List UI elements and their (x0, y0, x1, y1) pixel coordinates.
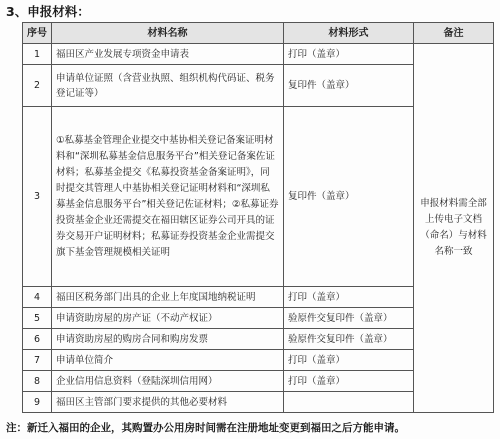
header-form: 材料形式 (284, 23, 414, 44)
material-form (284, 392, 414, 413)
row-number: 3 (23, 107, 52, 287)
material-form: 打印（盖章） (284, 350, 414, 371)
material-name: 申请资助房屋的房产证（不动产权证） (52, 308, 284, 329)
note-cell: 申报材料需全部上传电子文档（命名）与材料名称一致 (414, 44, 494, 413)
material-form: 验原件交复印件（盖章） (284, 329, 414, 350)
row-number: 9 (23, 392, 52, 413)
footnote: 注：新迁入福田的企业，其购置办公用房时间需在注册地址变更到福田之后方能申请。 (6, 422, 405, 434)
header-name: 材料名称 (52, 23, 284, 44)
material-form: 验原件交复印件（盖章） (284, 308, 414, 329)
material-name: 申请资助房屋的购房合同和购房发票 (52, 329, 284, 350)
material-name: 福田区税务部门出具的企业上年度国地纳税证明 (52, 287, 284, 308)
material-name: 申请单位证照（含营业执照、组织机构代码证、税务登记证等） (52, 65, 284, 107)
row-number: 6 (23, 329, 52, 350)
material-name: 企业信用信息资料（登陆深圳信用网） (52, 371, 284, 392)
row-number: 1 (23, 44, 52, 65)
material-form: 复印件（盖章） (284, 65, 414, 107)
header-note: 备注 (414, 23, 494, 44)
material-name: ①私募基金管理企业提交中基协相关登记备案证明材料和“深圳私募基金信息服务平台”相关登记备案佐证材料；私募基金提交《私募投资基金备案证明》，同时提交其管理人中基协相关登记证明材料和“深圳私募基金信息服务平台”相关登记佐证材料；②私募证券投资基金企业还需提交在福田辖区证券公司开具的证券交易开户证明材料；私募证券投资基金企业需提交旗下基金管理规模相关证明 (52, 107, 284, 287)
material-form: 打印（盖章） (284, 371, 414, 392)
materials-table (22, 22, 494, 413)
header-no: 序号 (23, 23, 52, 44)
material-form: 复印件（盖章） (284, 107, 414, 287)
row-number: 5 (23, 308, 52, 329)
section-heading: 3、申报材料： (6, 4, 90, 19)
row-number: 4 (23, 287, 52, 308)
material-name: 福田区主管部门要求提供的其他必要材料 (52, 392, 284, 413)
material-name: 申请单位简介 (52, 350, 284, 371)
material-form: 打印（盖章） (284, 287, 414, 308)
material-name: 福田区产业发展专项资金申请表 (52, 44, 284, 65)
table-header-row (23, 23, 494, 44)
material-form: 打印（盖章） (284, 44, 414, 65)
row-number: 2 (23, 65, 52, 107)
table-row (23, 44, 494, 65)
row-number: 8 (23, 371, 52, 392)
row-number: 7 (23, 350, 52, 371)
